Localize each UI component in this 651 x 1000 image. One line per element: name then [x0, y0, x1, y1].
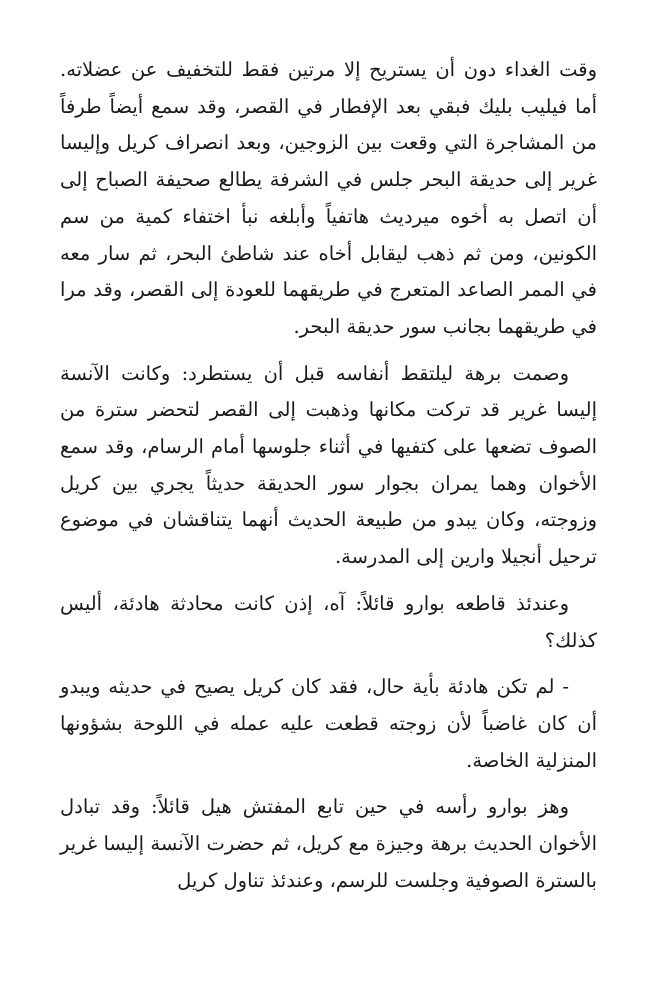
paragraph-3: وعندئذ قاطعه بوارو قائلاً: آه، إذن كانت محادثة هادئة، أليس كذلك؟: [60, 591, 597, 652]
paragraph-2: وصمت برهة ليلتقط أنفاسه قبل أن يستطرد: وكانت الآنسة إليسا غرير قد تركت مكانها وذهبت إلى القصر لتحضر سترة من الصوف تضعها على كتفيها في أثناء جلوسها أمام الرسام، وقد سمع الأخوان وهما يمران بجوار سور الحديقة حديثاً يجري بين كريل وزوجته، وكان يبدو من طبيعة الحديث أنهما يتناقشان في موضوع ترحيل أنجيلا وارين إلى المدرسة.: [60, 361, 597, 569]
paragraph-1: وقت الغداء دون أن يستريح إلا مرتين فقط للتخفيف عن عضلاته. أما فيليب بليك فبقي بعد الإفطار في القصر، وقد سمع أيضاً طرفاً من المشاجرة التي وقعت بين الزوجين، وبعد انصراف كريل وإليسا غرير إلى حديقة البحر جلس في الشرفة يطالع صحيفة الصباح إلى أن اتصل به أخوه ميرديث هاتفياً وأبلغه نبأ اختفاء كمية من سم الكونين، ومن ثم ذهب ليقابل أخاه عند شاطئ البحر، ثم سار معه في الممر الصاعد المتعرج في طريقهما للعودة إلى القصر، وقد مرا في طريقهما بجانب سور حديقة البحر.: [60, 58, 597, 338]
paragraph-5: وهز بوارو رأسه في حين تابع المفتش هيل قائلاً: وقد تبادل الأخوان الحديث برهة وجيزة مع كريل، ثم حضرت الآنسة إليسا غرير بالسترة الصوفية وجلست للرسم، وعندئذ تناول كريل: [60, 795, 597, 892]
paragraph-4: - لم تكن هادئة بأية حال، فقد كان كريل يصيح في حديثه ويبدو أن كان غاضباً لأن زوجته قطعت عليه عمله في اللوحة بشؤونها المنزلية الخاصة.: [60, 675, 597, 772]
